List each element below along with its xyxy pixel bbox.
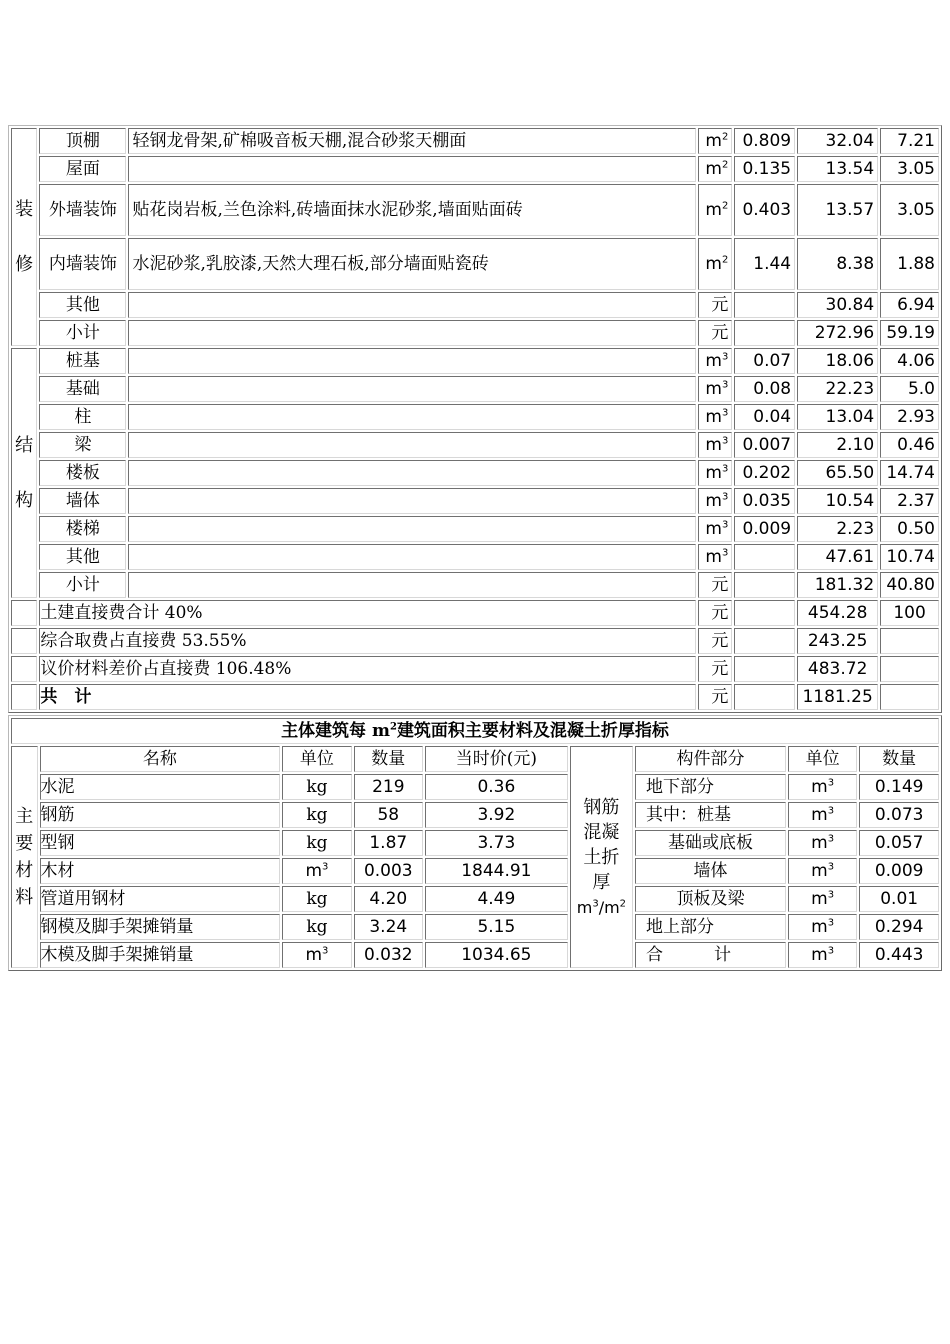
- unit-exponent: 3: [721, 407, 729, 419]
- middle-label-text: 钢筋混凝土折厚: [583, 796, 620, 893]
- item-name: 基础: [39, 376, 126, 402]
- item-description: [128, 292, 695, 318]
- unit-base: m: [305, 861, 323, 881]
- quantity: [734, 320, 795, 346]
- unit-cell: [788, 774, 857, 800]
- table-row: [11, 184, 939, 236]
- cost: 2.10: [797, 432, 878, 458]
- quantity: 0.809: [734, 128, 795, 154]
- percent: 4.06: [880, 348, 939, 374]
- cost: 13.04: [797, 404, 878, 430]
- material-price: 0.36: [425, 774, 568, 800]
- part-name: 地上部分: [635, 914, 786, 940]
- part-qty: 0.01: [859, 886, 939, 912]
- unit-base: m: [705, 159, 722, 179]
- unit-cell: kg: [282, 830, 351, 856]
- table-row: [11, 404, 939, 430]
- unit-cell: 元: [698, 628, 732, 654]
- percent: 3.05: [880, 156, 939, 182]
- unit-exponent: 3: [827, 805, 835, 817]
- unit-base: m: [705, 351, 722, 371]
- quantity: [734, 292, 795, 318]
- part-name: 墙体: [635, 858, 786, 884]
- item-description: 轻钢龙骨架,矿棉吸音板天棚,混合砂浆天棚面: [128, 128, 695, 154]
- unit-base: m: [811, 833, 828, 853]
- material-price: 1844.91: [425, 858, 568, 884]
- unit-cell: [698, 460, 732, 486]
- cost: 454.28: [797, 600, 878, 626]
- table-row: [11, 348, 939, 374]
- item-description: [128, 156, 695, 182]
- item-description: [128, 432, 695, 458]
- part-qty: 0.073: [859, 802, 939, 828]
- part-qty: 0.009: [859, 858, 939, 884]
- total-label: 土建直接费合计 40%: [39, 600, 696, 626]
- table-row: [11, 292, 939, 318]
- cost: 243.25: [797, 628, 878, 654]
- title-part: 主体建筑每 m: [281, 721, 390, 741]
- unit-cell: [698, 238, 732, 290]
- material-price: 3.92: [425, 802, 568, 828]
- blank-cell: [734, 684, 795, 710]
- unit-exponent: 3: [827, 777, 835, 789]
- unit-cell: [788, 942, 857, 968]
- total-label: 综合取费占直接费 53.55%: [39, 628, 696, 654]
- quantity: 0.009: [734, 516, 795, 542]
- cost-index-table: [8, 125, 942, 713]
- unit-cell: [698, 184, 732, 236]
- unit-base: m: [811, 777, 828, 797]
- material-name: 管道用钢材: [40, 886, 281, 912]
- col-header-price: 当时价(元): [425, 746, 568, 772]
- cost: 18.06: [797, 348, 878, 374]
- blank-cell: [11, 656, 37, 682]
- unit-base: m: [705, 435, 722, 455]
- table-row: [11, 886, 939, 912]
- unit-cell: kg: [282, 802, 351, 828]
- table-title: [11, 718, 939, 744]
- percent: 10.74: [880, 544, 939, 570]
- quantity: 0.403: [734, 184, 795, 236]
- item-name: 梁: [39, 432, 126, 458]
- item-description: [128, 572, 695, 598]
- unit-base: m: [705, 547, 722, 567]
- unit-exponent: 2: [721, 159, 729, 171]
- unit-base: m: [705, 463, 722, 483]
- table-row: [11, 488, 939, 514]
- table-row: [11, 914, 939, 940]
- item-description: [128, 320, 695, 346]
- unit-cell: [698, 516, 732, 542]
- table-row: [11, 830, 939, 856]
- col-header-qty2: 数量: [859, 746, 939, 772]
- unit-cell: [282, 858, 351, 884]
- quantity: 0.08: [734, 376, 795, 402]
- unit-exponent: 3: [827, 861, 835, 873]
- part-name: 地下部分: [635, 774, 786, 800]
- part-qty: 0.443: [859, 942, 939, 968]
- item-name: 其他: [39, 544, 126, 570]
- item-name: 楼板: [39, 460, 126, 486]
- item-description: [128, 516, 695, 542]
- cost: 1181.25: [797, 684, 878, 710]
- col-header-unit: 单位: [282, 746, 351, 772]
- item-description: [128, 544, 695, 570]
- total-row: [11, 628, 939, 654]
- col-header-unit2: 单位: [788, 746, 857, 772]
- item-name: 小计: [39, 572, 126, 598]
- unit-exponent: 3: [721, 463, 729, 475]
- unit-cell: 元: [698, 600, 732, 626]
- cost: 2.23: [797, 516, 878, 542]
- table-row: [11, 942, 939, 968]
- blank-cell: [734, 628, 795, 654]
- cost: 65.50: [797, 460, 878, 486]
- table-row: [11, 858, 939, 884]
- header-row: [11, 746, 939, 772]
- cost: 22.23: [797, 376, 878, 402]
- unit-exponent: 3: [322, 945, 329, 957]
- item-name: 墙体: [39, 488, 126, 514]
- material-name: 钢筋: [40, 802, 281, 828]
- quantity: 0.07: [734, 348, 795, 374]
- table-row: [11, 802, 939, 828]
- category-cell: 结构: [11, 348, 37, 598]
- table-row: [11, 128, 939, 154]
- total-row: [11, 684, 939, 710]
- cost: 181.32: [797, 572, 878, 598]
- material-qty: 219: [354, 774, 423, 800]
- unit-exponent: 3: [721, 519, 729, 531]
- unit-cell: [282, 942, 351, 968]
- title-exponent: 2: [389, 721, 397, 733]
- percent: 0.50: [880, 516, 939, 542]
- unit-cell: [788, 914, 857, 940]
- item-description: 水泥砂浆,乳胶漆,天然大理石板,部分墙面贴瓷砖: [128, 238, 695, 290]
- unit-exponent: 3: [827, 833, 835, 845]
- unit-cell: [788, 802, 857, 828]
- rebar-concrete-label: [570, 746, 633, 968]
- part-name: 合 计: [635, 942, 786, 968]
- unit-base: m: [705, 519, 722, 539]
- unit-base: m: [705, 200, 722, 220]
- unit-base: m: [811, 805, 828, 825]
- unit-exponent: 3: [721, 351, 729, 363]
- cost: 13.54: [797, 156, 878, 182]
- percent: 7.21: [880, 128, 939, 154]
- quantity: 0.135: [734, 156, 795, 182]
- unit-exponent: 2: [721, 131, 729, 143]
- table-row: [11, 516, 939, 542]
- quantity: 0.007: [734, 432, 795, 458]
- item-name: 顶棚: [39, 128, 126, 154]
- unit-cell: [698, 156, 732, 182]
- quantity: 1.44: [734, 238, 795, 290]
- category-cell: 装修: [11, 128, 37, 346]
- unit-cell: [698, 544, 732, 570]
- middle-unit: $m^3/m^2$: [576, 897, 627, 917]
- blank-cell: [11, 628, 37, 654]
- quantity: [734, 572, 795, 598]
- part-name: 顶板及梁: [635, 886, 786, 912]
- percent: 59.19: [880, 320, 939, 346]
- unit-cell: 元: [698, 572, 732, 598]
- material-name: 木模及脚手架摊销量: [40, 942, 281, 968]
- material-qty: 0.003: [354, 858, 423, 884]
- percent: 0.46: [880, 432, 939, 458]
- item-name: 桩基: [39, 348, 126, 374]
- unit-cell: kg: [282, 774, 351, 800]
- unit-cell: 元: [698, 656, 732, 682]
- total-label: 共 计: [39, 684, 696, 710]
- unit-cell: [698, 348, 732, 374]
- blank-cell: [11, 600, 37, 626]
- unit-exponent: 3: [827, 917, 835, 929]
- table-title-row: [11, 718, 939, 744]
- item-name: 屋面: [39, 156, 126, 182]
- percent: 2.37: [880, 488, 939, 514]
- unit-cell: kg: [282, 914, 351, 940]
- col-header-part: 构件部分: [635, 746, 786, 772]
- unit-exponent: 3: [721, 491, 729, 503]
- table-row: [11, 376, 939, 402]
- material-qty: 4.20: [354, 886, 423, 912]
- material-qty: 58: [354, 802, 423, 828]
- col-header-name: 名称: [40, 746, 281, 772]
- unit-exponent: 3: [827, 889, 835, 901]
- material-name: 钢模及脚手架摊销量: [40, 914, 281, 940]
- item-description: [128, 404, 695, 430]
- material-price: 5.15: [425, 914, 568, 940]
- percent: [880, 684, 939, 710]
- item-name: 其他: [39, 292, 126, 318]
- title-part: 建筑面积主要材料及混凝土折厚指标: [396, 721, 669, 741]
- unit-base: m: [705, 491, 722, 511]
- unit-cell: [698, 432, 732, 458]
- blank-cell: [734, 600, 795, 626]
- percent: 2.93: [880, 404, 939, 430]
- cost: 13.57: [797, 184, 878, 236]
- total-row: [11, 600, 939, 626]
- unit-base: m: [305, 945, 323, 965]
- percent: 40.80: [880, 572, 939, 598]
- unit-exponent: 2: [721, 200, 729, 212]
- item-name: 内墙装饰: [39, 238, 126, 290]
- total-row: [11, 656, 939, 682]
- material-qty: 1.87: [354, 830, 423, 856]
- table-row: [11, 238, 939, 290]
- category-cell: 主要材料: [11, 746, 38, 968]
- material-price: 4.49: [425, 886, 568, 912]
- cost: 10.54: [797, 488, 878, 514]
- part-qty: 0.294: [859, 914, 939, 940]
- unit-cell: [698, 128, 732, 154]
- unit-base: m: [705, 131, 722, 151]
- unit-exponent: 3: [721, 435, 729, 447]
- unit-exponent: 3: [827, 945, 835, 957]
- unit-cell: [788, 830, 857, 856]
- table-row: [11, 544, 939, 570]
- unit-base: m: [705, 254, 722, 274]
- cost: 8.38: [797, 238, 878, 290]
- percent: 1.88: [880, 238, 939, 290]
- table-row: [11, 156, 939, 182]
- part-qty: 0.057: [859, 830, 939, 856]
- percent: 6.94: [880, 292, 939, 318]
- table-row: [11, 460, 939, 486]
- blank-cell: [11, 684, 37, 710]
- quantity: 0.04: [734, 404, 795, 430]
- table-row: [11, 432, 939, 458]
- part-name: 其中：桩基: [635, 802, 786, 828]
- part-name: 基础或底板: [635, 830, 786, 856]
- percent: 5.0: [880, 376, 939, 402]
- material-qty: 3.24: [354, 914, 423, 940]
- item-description: [128, 376, 695, 402]
- quantity: 0.202: [734, 460, 795, 486]
- quantity: [734, 544, 795, 570]
- cost: 272.96: [797, 320, 878, 346]
- item-name: 外墙装饰: [39, 184, 126, 236]
- percent: [880, 628, 939, 654]
- item-name: 柱: [39, 404, 126, 430]
- item-name: 小计: [39, 320, 126, 346]
- percent: 14.74: [880, 460, 939, 486]
- materials-index-table: [8, 715, 942, 971]
- material-qty: 0.032: [354, 942, 423, 968]
- table-row: [11, 320, 939, 346]
- unit-cell: [698, 376, 732, 402]
- unit-cell: 元: [698, 684, 732, 710]
- unit-base: m: [811, 917, 828, 937]
- cost: 47.61: [797, 544, 878, 570]
- material-name: 水泥: [40, 774, 281, 800]
- cost: 30.84: [797, 292, 878, 318]
- material-price: 1034.65: [425, 942, 568, 968]
- table-row: [11, 774, 939, 800]
- unit-base: m: [705, 379, 722, 399]
- quantity: 0.035: [734, 488, 795, 514]
- material-name: 木材: [40, 858, 281, 884]
- part-qty: 0.149: [859, 774, 939, 800]
- cost-sheet: [8, 125, 942, 971]
- material-price: 3.73: [425, 830, 568, 856]
- item-description: [128, 460, 695, 486]
- percent: [880, 656, 939, 682]
- unit-cell: 元: [698, 320, 732, 346]
- table-row: [11, 572, 939, 598]
- unit-cell: [788, 858, 857, 884]
- unit-exponent: 3: [721, 379, 729, 391]
- unit-cell: [788, 886, 857, 912]
- total-label: 议价材料差价占直接费 106.48%: [39, 656, 696, 682]
- unit-cell: 元: [698, 292, 732, 318]
- unit-cell: [698, 488, 732, 514]
- unit-exponent: 2: [721, 254, 729, 266]
- material-name: 型钢: [40, 830, 281, 856]
- cost: 32.04: [797, 128, 878, 154]
- item-description: [128, 488, 695, 514]
- unit-base: m: [811, 889, 828, 909]
- blank-cell: [734, 656, 795, 682]
- percent: 100: [880, 600, 939, 626]
- unit-exponent: 3: [721, 547, 729, 559]
- unit-base: m: [705, 407, 722, 427]
- unit-base: m: [811, 945, 828, 965]
- col-header-qty: 数量: [354, 746, 423, 772]
- item-name: 楼梯: [39, 516, 126, 542]
- item-description: [128, 348, 695, 374]
- unit-exponent: 3: [322, 861, 329, 873]
- unit-cell: [698, 404, 732, 430]
- cost: 483.72: [797, 656, 878, 682]
- percent: 3.05: [880, 184, 939, 236]
- unit-cell: kg: [282, 886, 351, 912]
- item-description: 贴花岗岩板,兰色涂料,砖墙面抹水泥砂浆,墙面贴面砖: [128, 184, 695, 236]
- unit-base: m: [811, 861, 828, 881]
